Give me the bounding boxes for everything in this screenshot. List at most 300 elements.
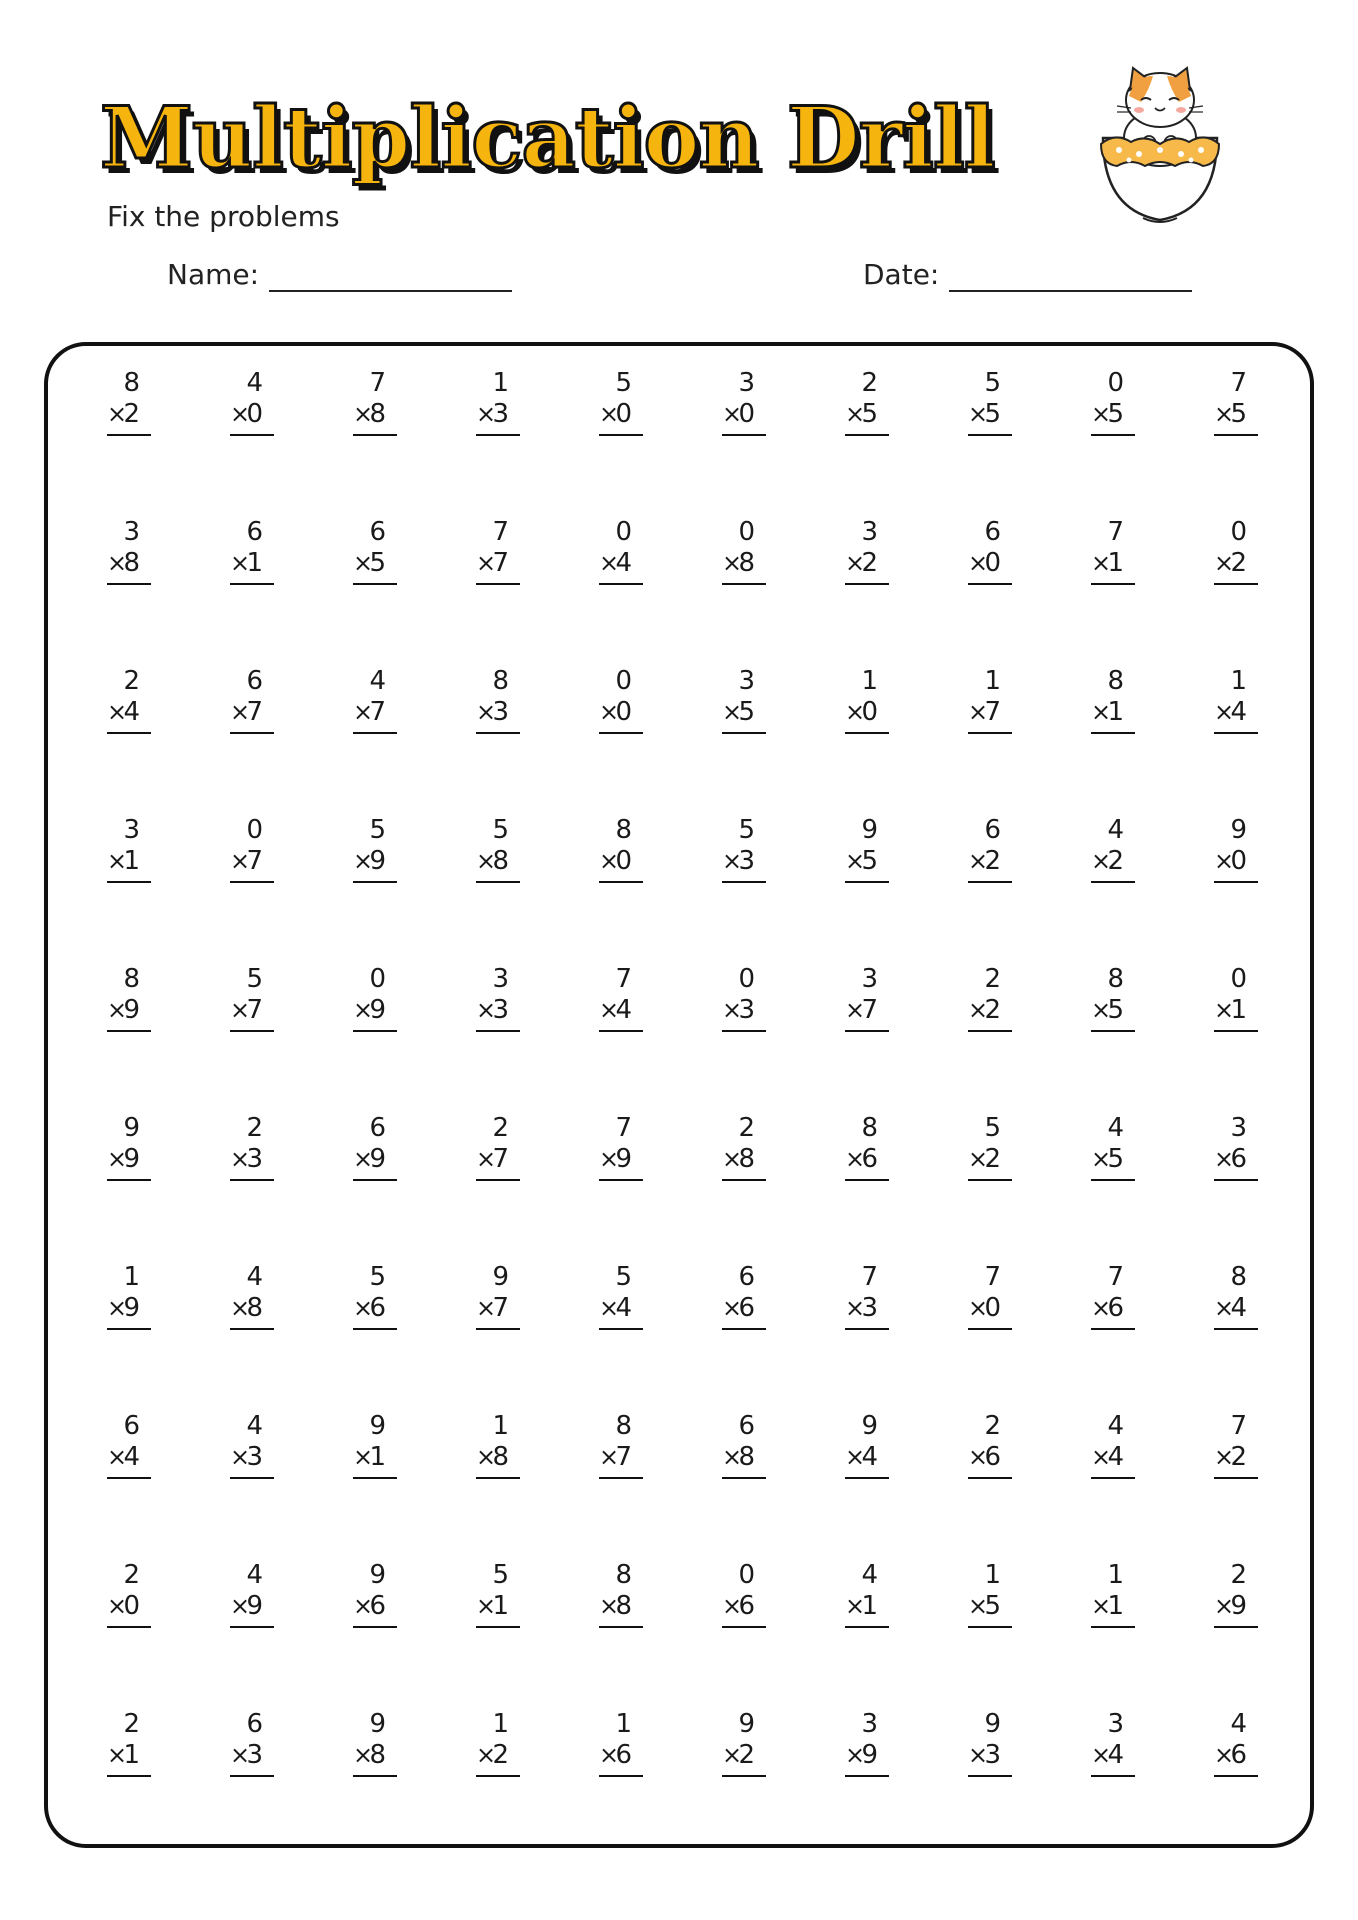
- multiplicand: 2: [246, 1113, 263, 1143]
- multiplicand: 7: [1107, 1262, 1124, 1292]
- multiplier: 9: [369, 1144, 386, 1174]
- times-sign: ×: [968, 1294, 989, 1322]
- problem[interactable]: [823, 956, 946, 1105]
- multiplicand: 2: [123, 1709, 140, 1739]
- problem[interactable]: [1069, 658, 1192, 807]
- multiplier: 8: [492, 1442, 509, 1472]
- times-sign: ×: [1091, 996, 1112, 1024]
- multiplier: 0: [738, 399, 755, 429]
- answer-line: [1091, 1030, 1135, 1032]
- times-sign: ×: [230, 1443, 251, 1471]
- answer-line: [476, 583, 520, 585]
- times-sign: ×: [1091, 847, 1112, 875]
- times-sign: ×: [107, 996, 128, 1024]
- multiplier: 9: [861, 1740, 878, 1770]
- problem[interactable]: [208, 1105, 331, 1254]
- problem[interactable]: [454, 360, 577, 509]
- problem[interactable]: [823, 1552, 946, 1701]
- answer-line: [1214, 1775, 1258, 1777]
- answer-line: [722, 732, 766, 734]
- multiplicand: 9: [984, 1709, 1001, 1739]
- problem[interactable]: [946, 1403, 1069, 1552]
- times-sign: ×: [476, 996, 497, 1024]
- problem[interactable]: [1192, 1254, 1315, 1403]
- multiplier: 6: [369, 1293, 386, 1323]
- problem[interactable]: [1069, 807, 1192, 956]
- answer-line: [845, 881, 889, 883]
- multiplicand: 6: [738, 1411, 755, 1441]
- problem[interactable]: [577, 1254, 700, 1403]
- multiplier: 5: [738, 697, 755, 727]
- multiplier: 2: [984, 846, 1001, 876]
- answer-line: [599, 1626, 643, 1628]
- times-sign: ×: [353, 996, 374, 1024]
- times-sign: ×: [1214, 1294, 1235, 1322]
- problem[interactable]: [331, 360, 454, 509]
- times-sign: ×: [230, 698, 251, 726]
- multiplier: 3: [246, 1740, 263, 1770]
- problem[interactable]: [577, 509, 700, 658]
- multiplicand: 0: [615, 666, 632, 696]
- problem[interactable]: [946, 1254, 1069, 1403]
- times-sign: ×: [1091, 549, 1112, 577]
- date-field: [863, 258, 1192, 292]
- problem[interactable]: [1192, 658, 1315, 807]
- multiplicand: 0: [738, 964, 755, 994]
- problem[interactable]: [1192, 509, 1315, 658]
- times-sign: ×: [599, 1145, 620, 1173]
- times-sign: ×: [845, 847, 866, 875]
- multiplicand: 0: [369, 964, 386, 994]
- multiplicand: 6: [246, 517, 263, 547]
- multiplicand: 2: [492, 1113, 509, 1143]
- multiplier: 3: [861, 1293, 878, 1323]
- answer-line: [353, 881, 397, 883]
- answer-line: [968, 583, 1012, 585]
- answer-line: [968, 1626, 1012, 1628]
- problem[interactable]: [208, 658, 331, 807]
- problem[interactable]: [700, 1254, 823, 1403]
- multiplicand: 1: [492, 1411, 509, 1441]
- times-sign: ×: [230, 847, 251, 875]
- times-sign: ×: [722, 400, 743, 428]
- problem[interactable]: [577, 1105, 700, 1254]
- problem[interactable]: [700, 658, 823, 807]
- problem[interactable]: [331, 956, 454, 1105]
- answer-line: [353, 1179, 397, 1181]
- answer-line: [845, 583, 889, 585]
- multiplier: 3: [984, 1740, 1001, 1770]
- answer-line: [845, 1626, 889, 1628]
- problem[interactable]: [700, 1701, 823, 1850]
- times-sign: ×: [968, 1443, 989, 1471]
- problem[interactable]: [331, 1701, 454, 1850]
- problem[interactable]: [946, 807, 1069, 956]
- answer-line: [1214, 434, 1258, 436]
- times-sign: ×: [476, 847, 497, 875]
- times-sign: ×: [599, 1443, 620, 1471]
- times-sign: ×: [968, 698, 989, 726]
- answer-line: [599, 1030, 643, 1032]
- multiplier: 6: [861, 1144, 878, 1174]
- multiplier: 9: [369, 846, 386, 876]
- problem[interactable]: [208, 1254, 331, 1403]
- problem[interactable]: [946, 956, 1069, 1105]
- multiplier: 4: [1230, 697, 1247, 727]
- answer-line: [722, 1030, 766, 1032]
- times-sign: ×: [353, 1294, 374, 1322]
- multiplier: 0: [615, 399, 632, 429]
- times-sign: ×: [599, 996, 620, 1024]
- multiplicand: 9: [369, 1411, 386, 1441]
- multiplicand: 3: [123, 815, 140, 845]
- multiplicand: 8: [1107, 964, 1124, 994]
- problem[interactable]: [700, 807, 823, 956]
- answer-line: [968, 881, 1012, 883]
- multiplicand: 7: [492, 517, 509, 547]
- multiplier: 0: [123, 1591, 140, 1621]
- multiplicand: 9: [1230, 815, 1247, 845]
- times-sign: ×: [476, 1592, 497, 1620]
- multiplicand: 5: [492, 1560, 509, 1590]
- problem[interactable]: [700, 1105, 823, 1254]
- multiplicand: 4: [1107, 1113, 1124, 1143]
- times-sign: ×: [845, 549, 866, 577]
- multiplicand: 8: [615, 815, 632, 845]
- problem[interactable]: [1192, 1403, 1315, 1552]
- problem[interactable]: [331, 658, 454, 807]
- answer-line: [599, 1328, 643, 1330]
- times-sign: ×: [107, 1741, 128, 1769]
- answer-line: [968, 434, 1012, 436]
- multiplicand: 7: [615, 1113, 632, 1143]
- problem[interactable]: [85, 956, 208, 1105]
- answer-line: [353, 1328, 397, 1330]
- times-sign: ×: [1214, 400, 1235, 428]
- problem[interactable]: [577, 1701, 700, 1850]
- multiplier: 9: [123, 995, 140, 1025]
- multiplicand: 2: [984, 964, 1001, 994]
- answer-line: [845, 1179, 889, 1181]
- problem[interactable]: [1192, 807, 1315, 956]
- answer-line: [599, 1477, 643, 1479]
- multiplicand: 5: [615, 368, 632, 398]
- answer-line: [476, 434, 520, 436]
- problem[interactable]: [85, 1254, 208, 1403]
- problem[interactable]: [1192, 1552, 1315, 1701]
- answer-line: [968, 1328, 1012, 1330]
- problem[interactable]: [577, 658, 700, 807]
- problem[interactable]: [454, 956, 577, 1105]
- date-input-line[interactable]: [949, 260, 1192, 292]
- multiplier: 5: [984, 399, 1001, 429]
- problem[interactable]: [85, 360, 208, 509]
- problem[interactable]: [823, 1403, 946, 1552]
- problem[interactable]: [1192, 360, 1315, 509]
- answer-line: [230, 1030, 274, 1032]
- problem[interactable]: [454, 509, 577, 658]
- times-sign: ×: [476, 1443, 497, 1471]
- problem[interactable]: [1069, 1105, 1192, 1254]
- problem[interactable]: [85, 1105, 208, 1254]
- problem[interactable]: [946, 658, 1069, 807]
- problem[interactable]: [946, 1552, 1069, 1701]
- multiplier: 0: [246, 399, 263, 429]
- problem[interactable]: [1192, 956, 1315, 1105]
- times-sign: ×: [353, 1145, 374, 1173]
- answer-line: [1214, 881, 1258, 883]
- problem[interactable]: [700, 509, 823, 658]
- problem[interactable]: [1192, 1701, 1315, 1850]
- problem[interactable]: [85, 1701, 208, 1850]
- multiplicand: 7: [861, 1262, 878, 1292]
- answer-line: [230, 1328, 274, 1330]
- problem[interactable]: [208, 1701, 331, 1850]
- problem[interactable]: [331, 1552, 454, 1701]
- multiplier: 7: [492, 1293, 509, 1323]
- multiplicand: 7: [1107, 517, 1124, 547]
- answer-line: [845, 1775, 889, 1777]
- multiplicand: 4: [1107, 1411, 1124, 1441]
- multiplier: 8: [246, 1293, 263, 1323]
- multiplicand: 6: [738, 1262, 755, 1292]
- problem[interactable]: [577, 956, 700, 1105]
- problem[interactable]: [946, 1105, 1069, 1254]
- problem[interactable]: [1069, 360, 1192, 509]
- multiplier: 9: [246, 1591, 263, 1621]
- times-sign: ×: [476, 549, 497, 577]
- multiplicand: 2: [1230, 1560, 1247, 1590]
- problem[interactable]: [823, 807, 946, 956]
- times-sign: ×: [599, 698, 620, 726]
- multiplicand: 1: [984, 666, 1001, 696]
- multiplier: 4: [615, 995, 632, 1025]
- problem[interactable]: [208, 509, 331, 658]
- multiplier: 2: [984, 1144, 1001, 1174]
- problem[interactable]: [823, 509, 946, 658]
- multiplier: 1: [861, 1591, 878, 1621]
- problem[interactable]: [331, 1254, 454, 1403]
- answer-line: [353, 1030, 397, 1032]
- multiplier: 2: [492, 1740, 509, 1770]
- answer-line: [722, 881, 766, 883]
- times-sign: ×: [845, 996, 866, 1024]
- times-sign: ×: [230, 1294, 251, 1322]
- multiplicand: 4: [1230, 1709, 1247, 1739]
- times-sign: ×: [599, 400, 620, 428]
- problem[interactable]: [577, 360, 700, 509]
- multiplier: 2: [1230, 1442, 1247, 1472]
- problem[interactable]: [946, 1701, 1069, 1850]
- answer-line: [353, 1626, 397, 1628]
- answer-line: [845, 1477, 889, 1479]
- times-sign: ×: [1214, 698, 1235, 726]
- problem[interactable]: [454, 1254, 577, 1403]
- answer-line: [722, 1775, 766, 1777]
- answer-line: [1091, 1477, 1135, 1479]
- answer-line: [1091, 1775, 1135, 1777]
- times-sign: ×: [107, 549, 128, 577]
- problem[interactable]: [454, 1105, 577, 1254]
- answer-line: [845, 434, 889, 436]
- problem[interactable]: [85, 1552, 208, 1701]
- multiplicand: 6: [984, 815, 1001, 845]
- times-sign: ×: [230, 1592, 251, 1620]
- times-sign: ×: [599, 1741, 620, 1769]
- multiplier: 7: [984, 697, 1001, 727]
- problem[interactable]: [700, 956, 823, 1105]
- times-sign: ×: [722, 1294, 743, 1322]
- problem[interactable]: [208, 360, 331, 509]
- answer-line: [1091, 1179, 1135, 1181]
- times-sign: ×: [1091, 1592, 1112, 1620]
- problem[interactable]: [454, 1701, 577, 1850]
- problem[interactable]: [700, 360, 823, 509]
- problem[interactable]: [577, 1552, 700, 1701]
- answer-line: [353, 1477, 397, 1479]
- problem[interactable]: [823, 1105, 946, 1254]
- problem[interactable]: [331, 509, 454, 658]
- multiplicand: 4: [369, 666, 386, 696]
- name-input-line[interactable]: [269, 260, 512, 292]
- times-sign: ×: [353, 847, 374, 875]
- problem[interactable]: [208, 956, 331, 1105]
- multiplier: 5: [1107, 1144, 1124, 1174]
- times-sign: ×: [722, 1592, 743, 1620]
- problem[interactable]: [85, 807, 208, 956]
- answer-line: [722, 1328, 766, 1330]
- times-sign: ×: [722, 1741, 743, 1769]
- multiplier: 6: [1230, 1144, 1247, 1174]
- times-sign: ×: [968, 1145, 989, 1173]
- multiplier: 5: [1230, 399, 1247, 429]
- problem[interactable]: [577, 1403, 700, 1552]
- problem[interactable]: [577, 807, 700, 956]
- problem[interactable]: [1069, 509, 1192, 658]
- problem[interactable]: [1069, 1701, 1192, 1850]
- multiplier: 7: [492, 1144, 509, 1174]
- problem[interactable]: [823, 658, 946, 807]
- multiplicand: 1: [1230, 666, 1247, 696]
- problem[interactable]: [85, 509, 208, 658]
- problem[interactable]: [454, 1403, 577, 1552]
- problem[interactable]: [1069, 956, 1192, 1105]
- multiplier: 4: [615, 1293, 632, 1323]
- problem[interactable]: [208, 1552, 331, 1701]
- multiplier: 3: [738, 995, 755, 1025]
- multiplicand: 0: [615, 517, 632, 547]
- multiplier: 1: [1107, 697, 1124, 727]
- problem[interactable]: [208, 807, 331, 956]
- answer-line: [230, 434, 274, 436]
- multiplicand: 4: [861, 1560, 878, 1590]
- multiplier: 7: [861, 995, 878, 1025]
- problem-grid: [85, 360, 1315, 1850]
- multiplicand: 2: [123, 666, 140, 696]
- problem[interactable]: [700, 1552, 823, 1701]
- multiplicand: 8: [615, 1411, 632, 1441]
- multiplier: 0: [984, 1293, 1001, 1323]
- answer-line: [107, 1179, 151, 1181]
- problem[interactable]: [1069, 1552, 1192, 1701]
- answer-line: [845, 732, 889, 734]
- times-sign: ×: [230, 549, 251, 577]
- problem[interactable]: [700, 1403, 823, 1552]
- answer-line: [107, 1030, 151, 1032]
- answer-line: [230, 1179, 274, 1181]
- multiplicand: 6: [246, 1709, 263, 1739]
- times-sign: ×: [107, 1443, 128, 1471]
- multiplicand: 3: [1107, 1709, 1124, 1739]
- times-sign: ×: [968, 847, 989, 875]
- multiplicand: 1: [123, 1262, 140, 1292]
- answer-line: [353, 732, 397, 734]
- multiplicand: 0: [1107, 368, 1124, 398]
- problem[interactable]: [823, 1701, 946, 1850]
- multiplier: 5: [1107, 995, 1124, 1025]
- times-sign: ×: [353, 698, 374, 726]
- problem[interactable]: [1192, 1105, 1315, 1254]
- multiplicand: 0: [246, 815, 263, 845]
- multiplier: 6: [738, 1293, 755, 1323]
- times-sign: ×: [968, 549, 989, 577]
- problem[interactable]: [946, 360, 1069, 509]
- multiplicand: 3: [492, 964, 509, 994]
- answer-line: [599, 732, 643, 734]
- multiplier: 3: [246, 1144, 263, 1174]
- times-sign: ×: [476, 1741, 497, 1769]
- times-sign: ×: [845, 1443, 866, 1471]
- answer-line: [1091, 583, 1135, 585]
- multiplier: 1: [1107, 548, 1124, 578]
- multiplicand: 8: [492, 666, 509, 696]
- multiplier: 1: [246, 548, 263, 578]
- problem[interactable]: [85, 1403, 208, 1552]
- multiplier: 2: [123, 399, 140, 429]
- problem[interactable]: [85, 658, 208, 807]
- multiplier: 6: [1230, 1740, 1247, 1770]
- problem[interactable]: [454, 658, 577, 807]
- multiplier: 2: [738, 1740, 755, 1770]
- problem[interactable]: [1069, 1254, 1192, 1403]
- times-sign: ×: [1214, 1443, 1235, 1471]
- problem[interactable]: [823, 1254, 946, 1403]
- problem[interactable]: [331, 1105, 454, 1254]
- problem[interactable]: [331, 1403, 454, 1552]
- problem[interactable]: [454, 1552, 577, 1701]
- answer-line: [107, 583, 151, 585]
- problem[interactable]: [946, 509, 1069, 658]
- times-sign: ×: [476, 1145, 497, 1173]
- times-sign: ×: [1091, 1145, 1112, 1173]
- multiplier: 6: [369, 1591, 386, 1621]
- answer-line: [476, 1626, 520, 1628]
- answer-line: [968, 1179, 1012, 1181]
- problem[interactable]: [1069, 1403, 1192, 1552]
- multiplier: 8: [615, 1591, 632, 1621]
- problem[interactable]: [208, 1403, 331, 1552]
- problem[interactable]: [454, 807, 577, 956]
- instructions: Fix the problems: [107, 200, 340, 233]
- answer-line: [230, 732, 274, 734]
- multiplicand: 1: [1107, 1560, 1124, 1590]
- problem[interactable]: [823, 360, 946, 509]
- multiplicand: 0: [738, 1560, 755, 1590]
- answer-line: [476, 1030, 520, 1032]
- multiplicand: 5: [738, 815, 755, 845]
- problem[interactable]: [331, 807, 454, 956]
- times-sign: ×: [845, 1741, 866, 1769]
